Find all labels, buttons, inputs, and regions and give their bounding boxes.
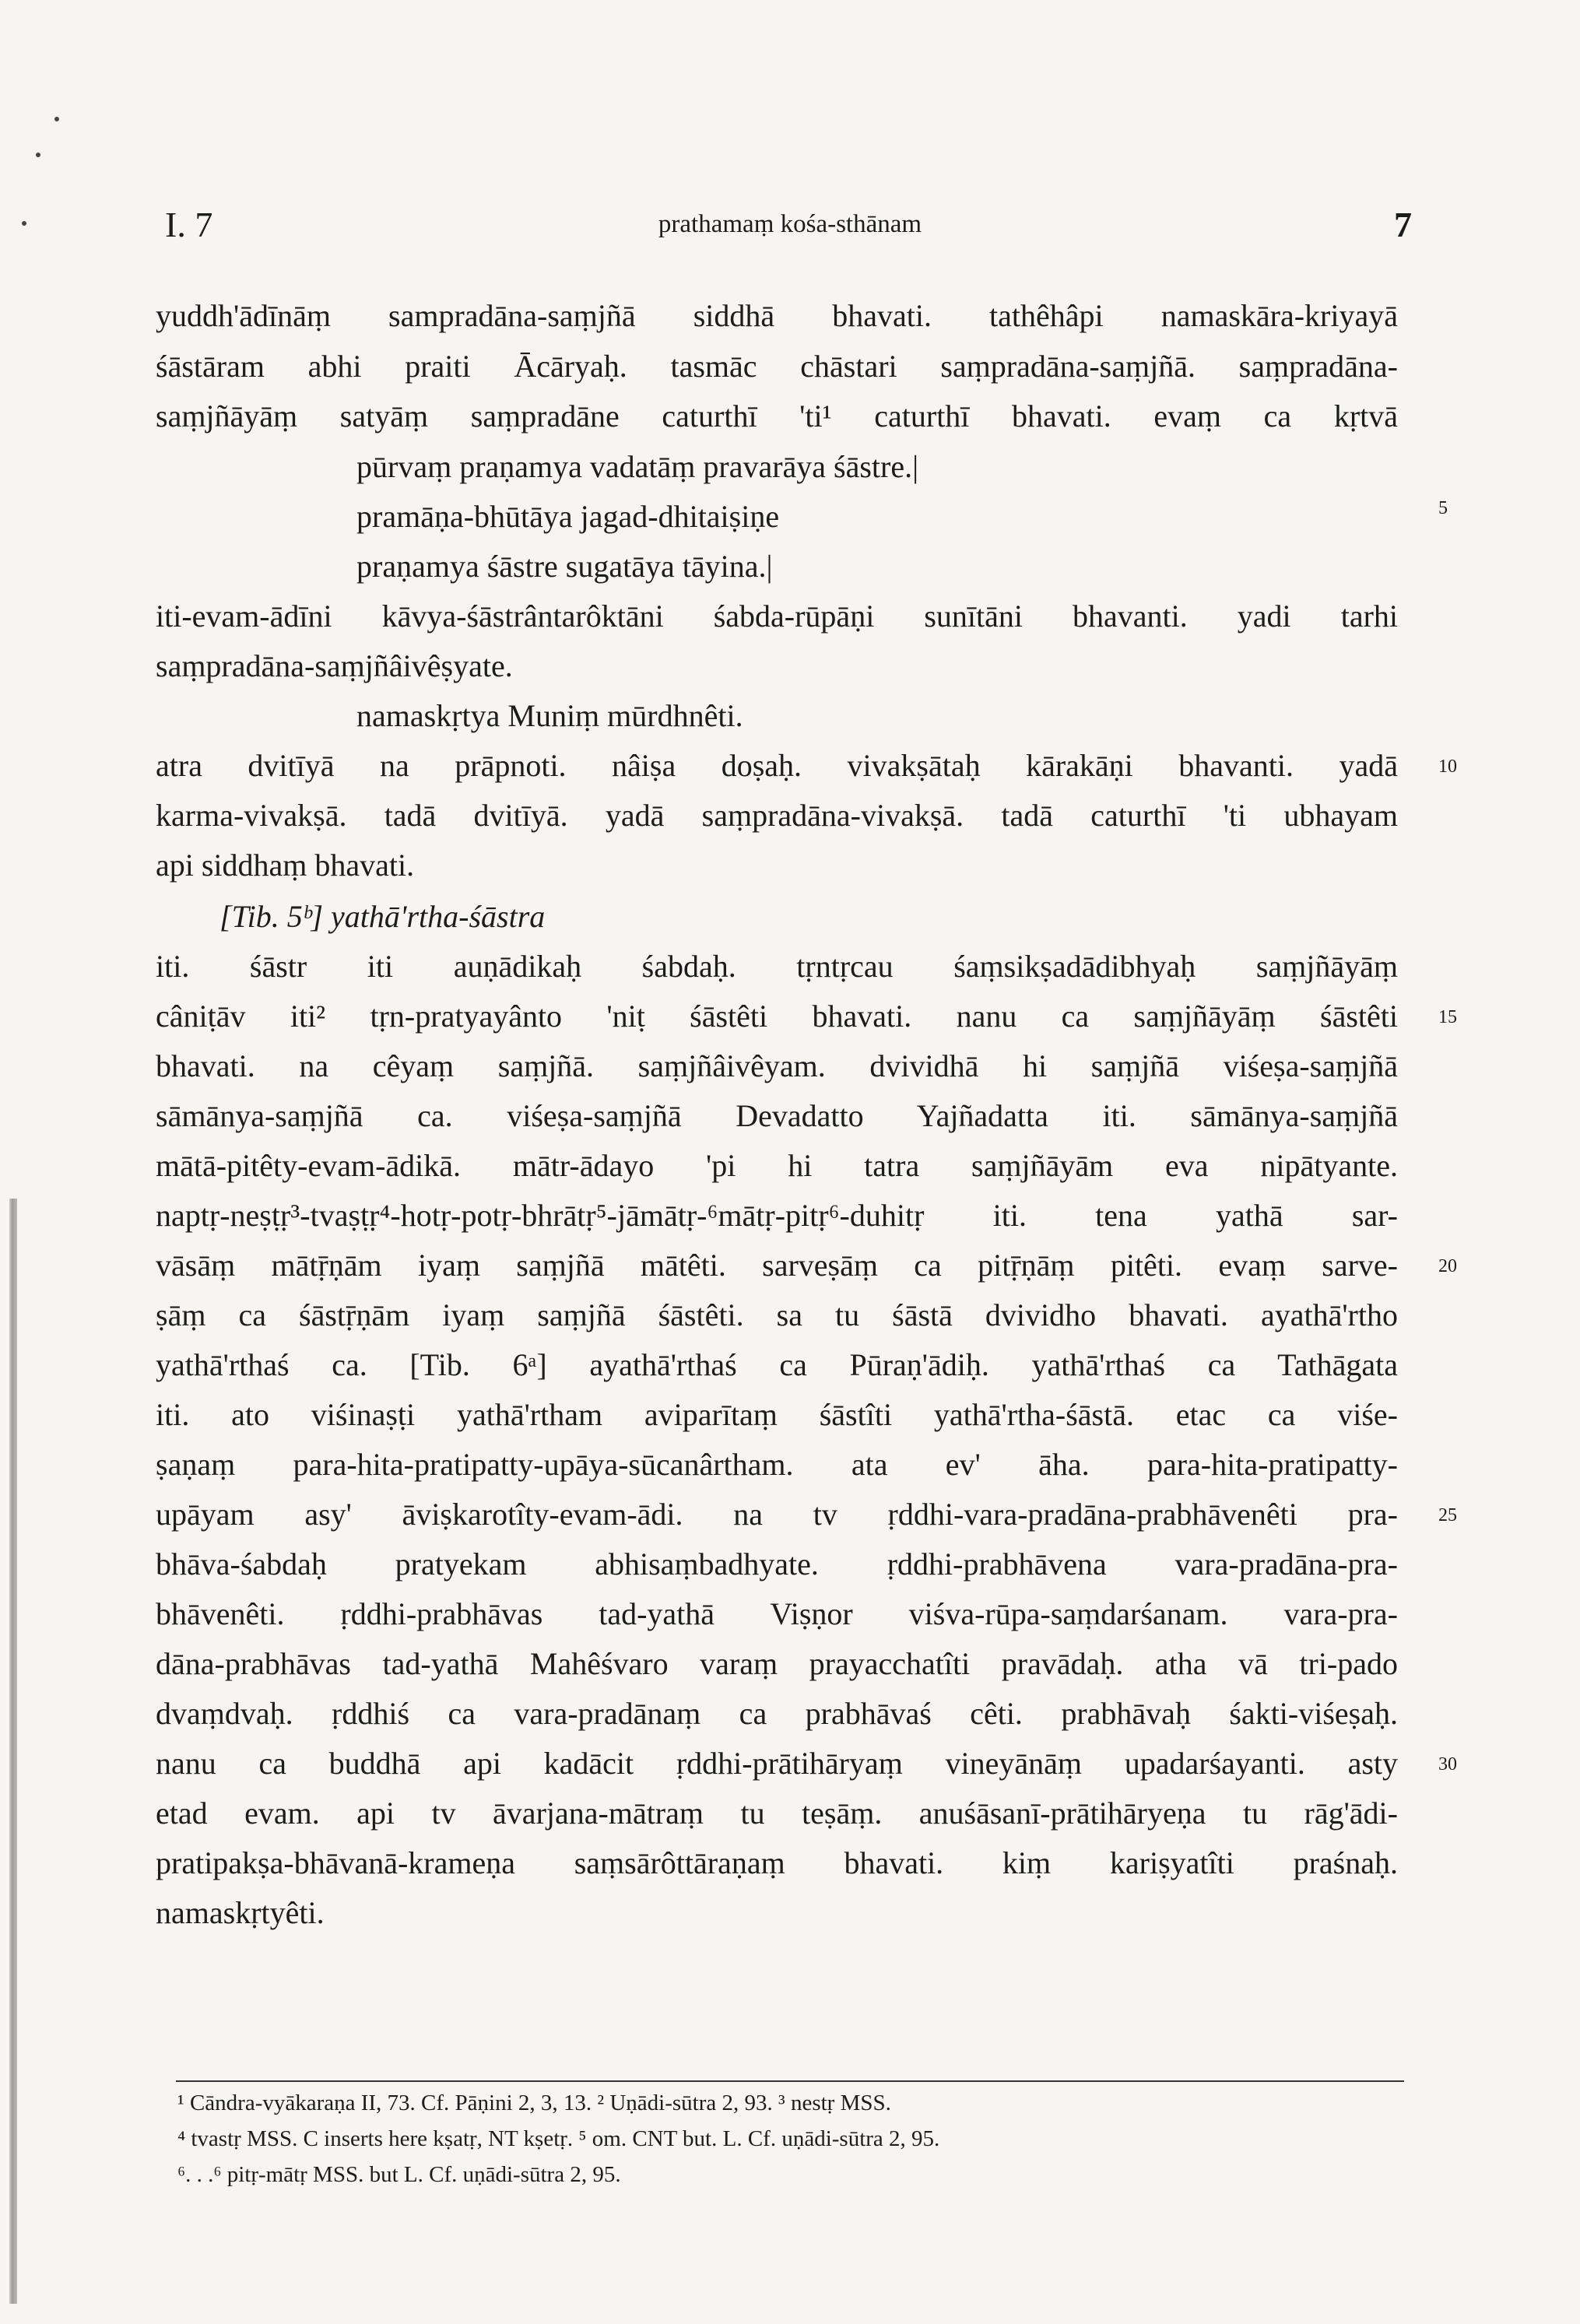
scan-binding-edge xyxy=(9,1199,17,2304)
line-number: 25 xyxy=(1438,1505,1457,1525)
line-number: 20 xyxy=(1438,1256,1457,1276)
line-number: 10 xyxy=(1438,757,1457,777)
text-line: etad evam. api tv āvarjana-mātraṃ tu teṣāṃ. anuśāsanī-prātihāryeṇa tu rāg'ādi- xyxy=(156,1796,1398,1831)
text-line: dāna-prabhāvas tad-yathā Mahêśvaro varaṃ prayacchatîti pravādaḥ. atha vā tri-pado xyxy=(156,1646,1398,1681)
verse-line: namaskṛtya Muniṃ mūrdhnêti. xyxy=(356,698,743,733)
text-line: iti. śāstr iti auṇādikaḥ śabdaḥ. tṛntṛcau śaṃsikṣadādibhyaḥ saṃjñāyāṃ xyxy=(156,949,1398,984)
line-number: 5 xyxy=(1438,498,1448,518)
text-line: pratipakṣa-bhāvanā-krameṇa saṃsārôttāraṇaṃ bhavati. kiṃ kariṣyatîti praśnaḥ. xyxy=(156,1845,1398,1880)
verse-line: praṇamya śāstre sugatāya tāyina.| xyxy=(356,549,773,584)
text-line: bhavati. na cêyaṃ saṃjñā. saṃjñâivêyam. dvividhā hi saṃjñā viśeṣa-saṃjñā xyxy=(156,1048,1398,1083)
text-line: saṃjñāyāṃ satyāṃ saṃpradāne caturthī 'ti¹ caturthī bhavati. evaṃ ca kṛtvā xyxy=(156,398,1398,434)
text-line: api siddhaṃ bhavati. xyxy=(156,848,415,883)
verse-line: pūrvaṃ praṇamya vadatāṃ pravarāya śāstre.| xyxy=(356,449,919,484)
footnote-line: ¹ Cāndra-vyākaraṇa II, 73. Cf. Pāṇini 2, 3, 13. ² Uṇādi-sūtra 2, 93. ³ nestṛ MSS. xyxy=(177,2091,891,2115)
text-line: bhāva-śabdaḥ pratyekam abhisaṃbadhyate. ṛddhi-prabhāvena vara-pradāna-pra- xyxy=(156,1546,1398,1582)
text-line: câniṭāv iti² tṛn-pratyayânto 'niṭ śāstêti bhavati. nanu ca saṃjñāyāṃ śāstêti xyxy=(156,999,1398,1034)
footnote-rule xyxy=(176,2080,1404,2082)
text-line: sāmānya-saṃjñā ca. viśeṣa-saṃjñā Devadatto Yajñadatta iti. sāmānya-saṃjñā xyxy=(156,1098,1398,1133)
line-number: 15 xyxy=(1438,1007,1457,1027)
text-line: ṣāṃ ca śāstṝṇām iyaṃ saṃjñā śāstêti. sa tu śāstā dvividho bhavati. ayathā'rtho xyxy=(156,1297,1398,1332)
text-line: nanu ca buddhā api kadācit ṛddhi-prātihāryaṃ vineyānāṃ upadarśayanti. asty xyxy=(156,1746,1398,1781)
page-number: 7 xyxy=(1394,205,1412,244)
footnote-line: ⁶. . .⁶ pitṛ-mātṛ MSS. but L. Cf. uṇādi-sūtra 2, 95. xyxy=(177,2162,621,2187)
scan-speck xyxy=(54,117,59,121)
verse-line: pramāṇa-bhūtāya jagad-dhitaiṣiṇe xyxy=(356,499,780,534)
text-line: vāsāṃ mātṝṇām iyaṃ saṃjñā mātêti. sarveṣāṃ ca pitṝṇāṃ pitêti. evaṃ sarve- xyxy=(156,1248,1398,1283)
running-title: prathamaṃ kośa-sthānam xyxy=(658,210,922,238)
text-line: atra dvitīyā na prāpnoti. nâiṣa doṣaḥ. vivakṣātaḥ kārakāṇi bhavanti. yadā xyxy=(156,748,1398,783)
text-line: ṣaṇaṃ para-hita-pratipatty-upāya-sūcanârtham. ata ev' āha. para-hita-pratipatty- xyxy=(156,1447,1398,1482)
text-line: upāyam asy' āviṣkarotîty-evam-ādi. na tv ṛddhi-vara-pradāna-prabhāvenêti pra- xyxy=(156,1497,1398,1532)
text-line: yathā'rthaś ca. [Tib. 6ᵃ] ayathā'rthaś ca Pūraṇ'ādiḥ. yathā'rthaś ca Tathāgata xyxy=(156,1347,1398,1382)
text-line: śāstāram abhi praiti Ācāryaḥ. tasmāc chāstari saṃpradāna-saṃjñā. saṃpradāna- xyxy=(156,349,1398,384)
text-line: naptṛ-neṣṭṛ³-tvaṣṭṛ⁴-hotṛ-potṛ-bhrātṛ⁵-jāmātṛ-⁶mātṛ-pitṛ⁶-duhitṛ iti. tena yathā sar- xyxy=(156,1198,1398,1233)
text-line: iti-evam-ādīni kāvya-śāstrântarôktāni śabda-rūpāṇi sunītāni bhavanti. yadi tarhi xyxy=(156,599,1398,634)
text-line: saṃpradāna-saṃjñâivêṣyate. xyxy=(156,648,513,683)
line-number: 30 xyxy=(1438,1754,1457,1775)
text-line: dvaṃdvaḥ. ṛddhiś ca vara-pradānaṃ ca prabhāvaś cêti. prabhāvaḥ śakti-viśeṣaḥ. xyxy=(156,1696,1398,1731)
text-line: karma-vivakṣā. tadā dvitīyā. yadā saṃpradāna-vivakṣā. tadā caturthī 'ti ubhayam xyxy=(156,798,1398,833)
footnote-line: ⁴ tvastṛ MSS. C inserts here kṣatṛ, NT kṣetṛ. ⁵ om. CNT but. L. Cf. uṇādi-sūtra 2, 95. xyxy=(177,2126,940,2151)
chapter-ref: I. 7 xyxy=(165,205,213,244)
text-line: bhāvenêti. ṛddhi-prabhāvas tad-yathā Viṣṇor viśva-rūpa-saṃdarśanam. vara-pra- xyxy=(156,1596,1398,1631)
text-line: yuddh'ādīnāṃ sampradāna-saṃjñā siddhā bhavati. tathêhâpi namaskāra-kriyayā xyxy=(156,298,1398,333)
scan-speck xyxy=(36,153,40,157)
lemma-line: [Tib. 5ᵇ] yathā'rtha-śāstra xyxy=(219,899,546,934)
text-line: namaskṛtyêti. xyxy=(156,1895,325,1930)
text-line: iti. ato viśinaṣṭi yathā'rtham aviparītaṃ śāstîti yathā'rtha-śāstā. etac ca viśe- xyxy=(156,1397,1398,1432)
text-line: mātā-pitêty-evam-ādikā. mātr-ādayo 'pi hi tatra saṃjñāyām eva nipātyante. xyxy=(156,1148,1398,1183)
